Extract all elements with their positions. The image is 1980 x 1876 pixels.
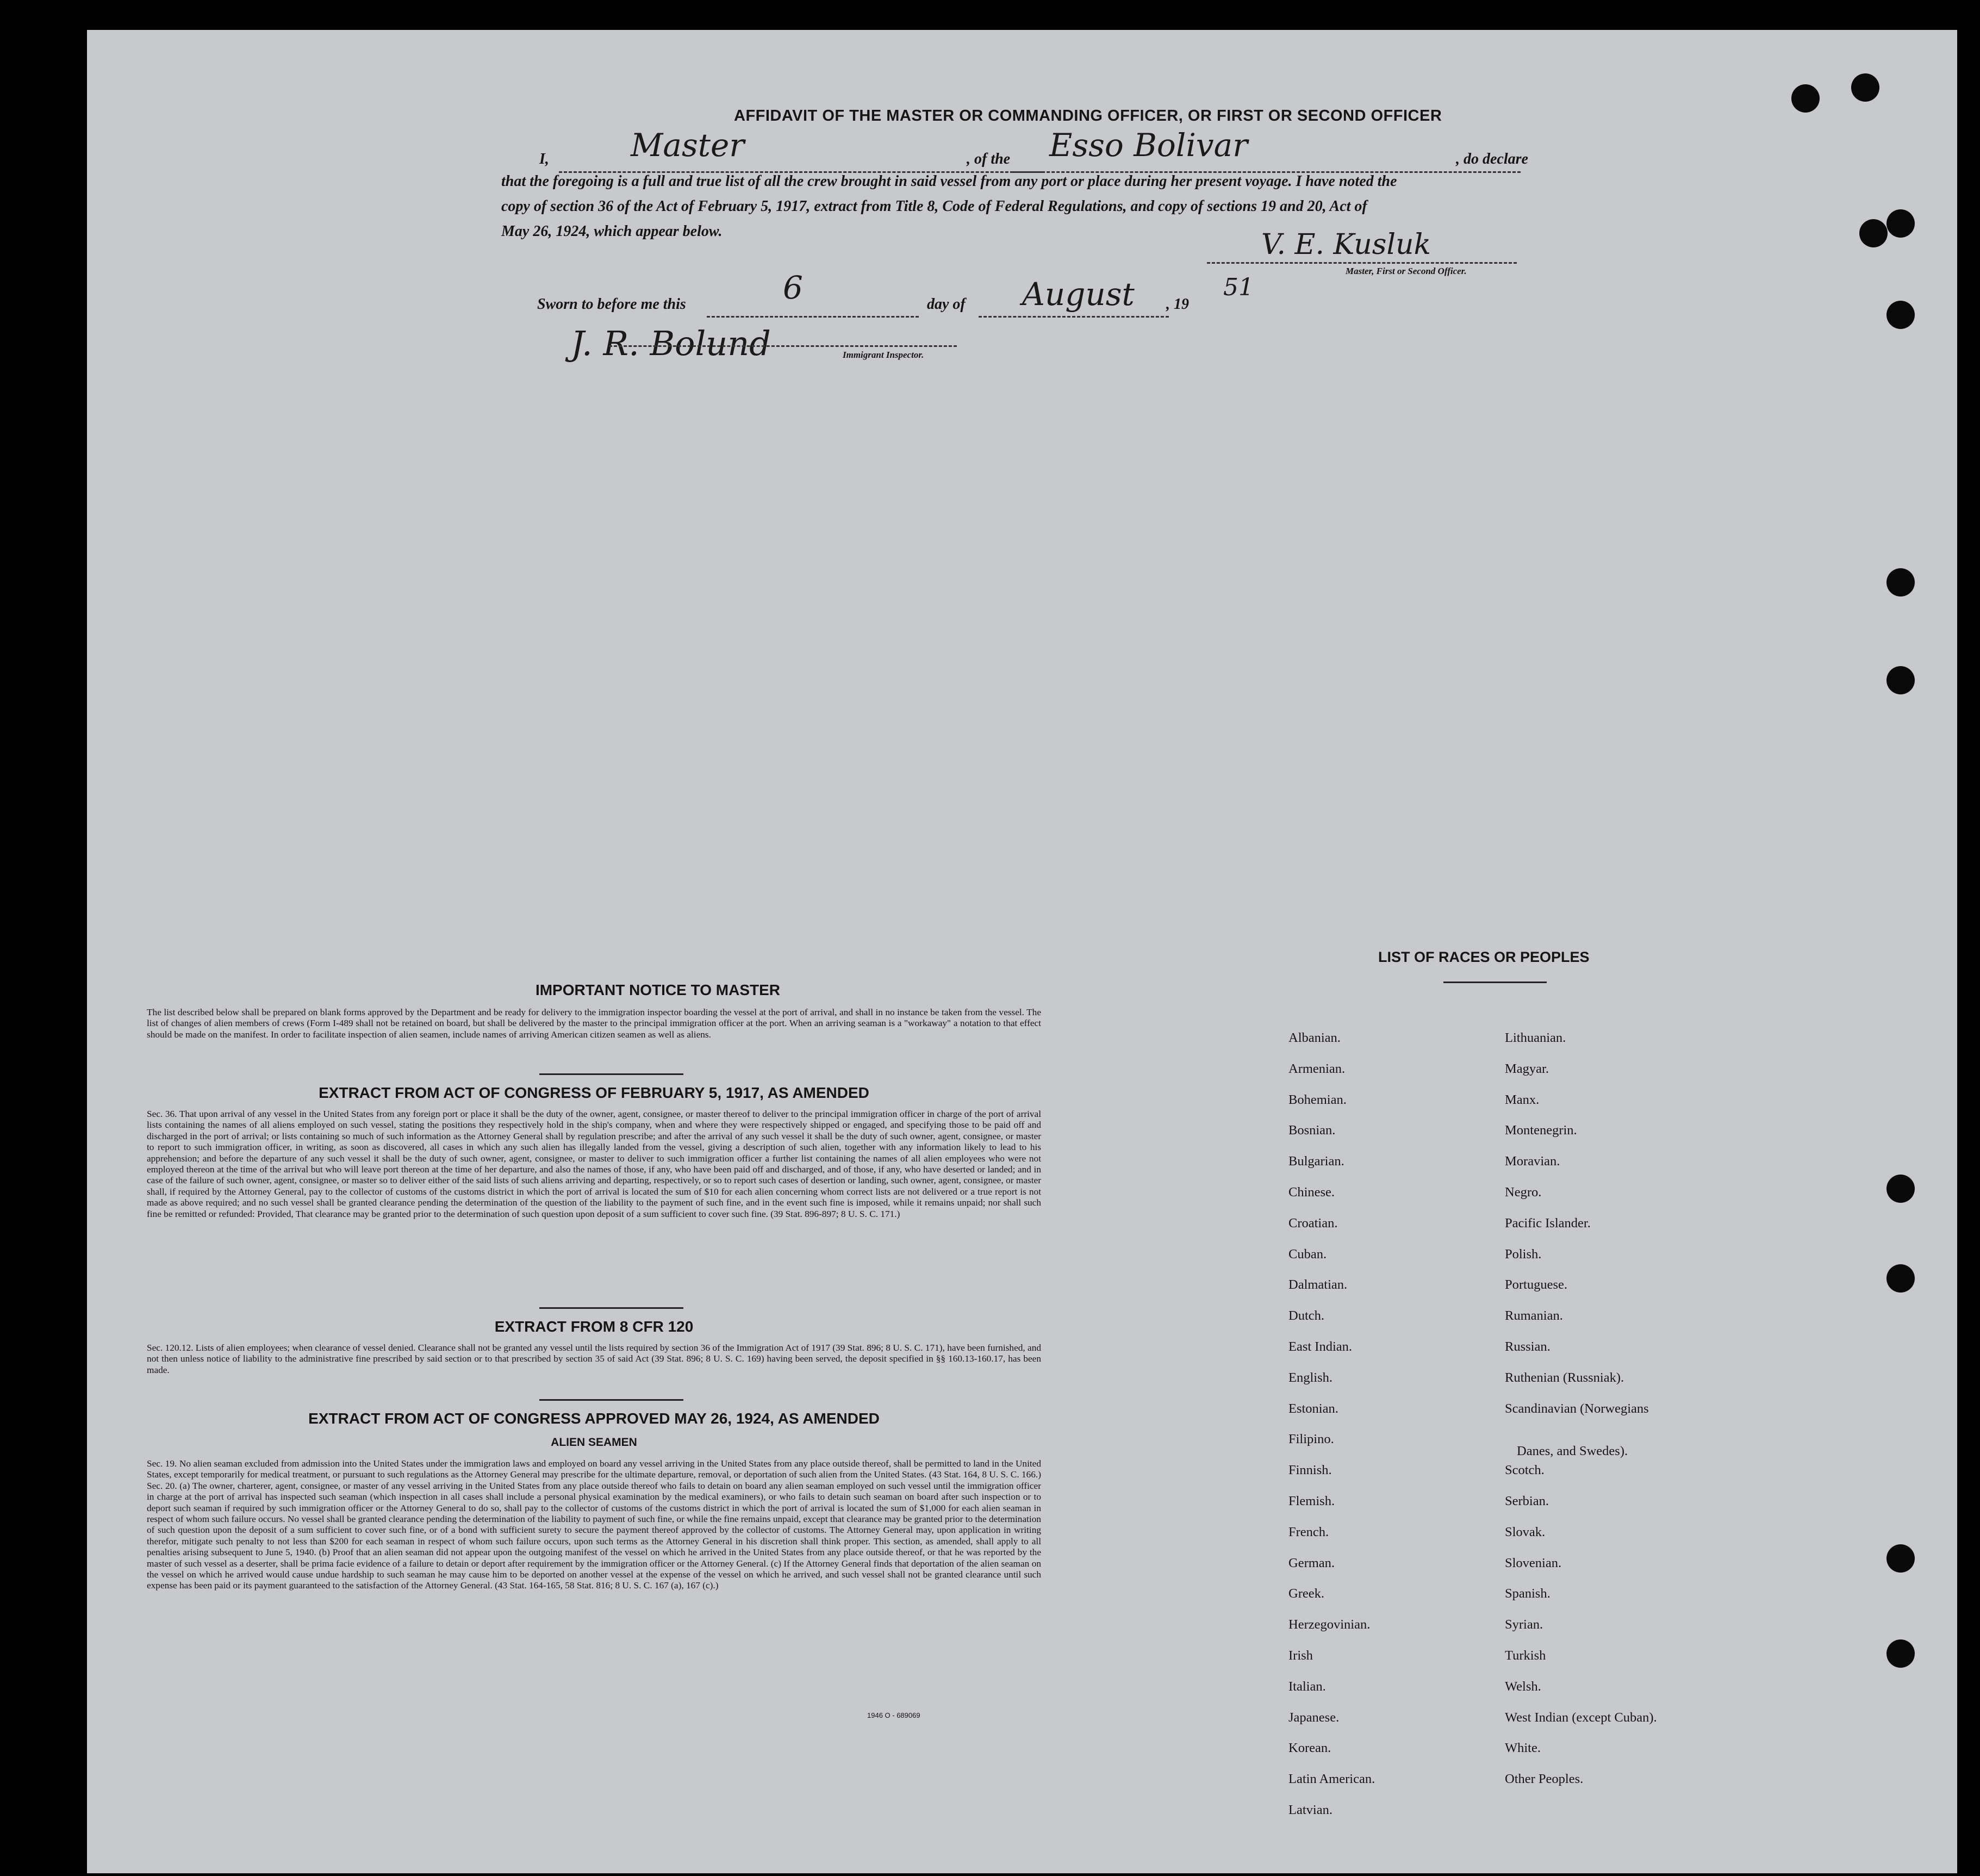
vessel-handwriting: Esso Bolivar	[1049, 127, 1248, 164]
extract-cfr-body: Sec. 120.12. Lists of alien employees; when clearance of vessel denied. Clearance shall not be granted any vessel until the lists required by section 36 of the Immigration Act of 1917 (39 Stat. 896; 8 U. S. C. 171), have been furnished, and not then unless notice of liability to the administrative fine prescribed by said section or to that prescribed by section 35 of said Act (39 Stat. 896; 8 U. S. C. 169) having been served, the deposit specified in §§ 160.13-160.17, has been made.	[147, 1343, 1041, 1375]
race-item: Polish.	[1505, 1246, 1542, 1262]
race-item: Scandinavian (Norwegians	[1505, 1401, 1649, 1416]
race-item: Ruthenian (Russniak).	[1505, 1370, 1624, 1385]
race-item: French.	[1288, 1524, 1329, 1539]
divider-rule	[539, 1073, 683, 1075]
race-item: Bohemian.	[1288, 1092, 1347, 1107]
day-of-label: day of	[927, 296, 966, 313]
race-item: Turkish	[1505, 1648, 1546, 1663]
punch-hole	[1886, 301, 1915, 329]
punch-hole	[1859, 219, 1888, 247]
month-handwriting: August	[1022, 276, 1135, 313]
year-prefix: , 19	[1166, 296, 1189, 313]
divider-rule	[539, 1399, 683, 1401]
officer-signature: V. E. Kusluk	[1261, 228, 1431, 261]
extract-1924-title: EXTRACT FROM ACT OF CONGRESS APPROVED MAY 26, 1924, AS AMENDED	[308, 1410, 880, 1427]
do-declare-label: , do declare	[1456, 151, 1528, 167]
race-item: White.	[1505, 1741, 1541, 1756]
race-item: Russian.	[1505, 1339, 1551, 1354]
race-item: Lithuanian.	[1505, 1030, 1566, 1045]
race-item: Croatian.	[1288, 1215, 1338, 1231]
race-item: Other Peoples.	[1505, 1772, 1584, 1787]
race-item: Syrian.	[1505, 1617, 1543, 1632]
race-item: Cuban.	[1288, 1246, 1327, 1262]
race-item: East Indian.	[1288, 1339, 1353, 1354]
inspector-signature-line	[609, 345, 957, 347]
race-item: Moravian.	[1505, 1154, 1560, 1169]
declaration-line-1: that the foregoing is a full and true list of all the crew brought in said vessel from any port or place during her present voyage. I have noted the	[501, 173, 1397, 190]
race-item: Estonian.	[1288, 1401, 1338, 1416]
race-item: West Indian (except Cuban).	[1505, 1710, 1657, 1725]
race-item: Pacific Islander.	[1505, 1215, 1591, 1231]
notice-body: The list described below shall be prepared on blank forms approved by the Department and be ready for delivery to the immigration inspector boarding the vessel at the port of arrival, and shall in no instance be taken from the vessel. The list of changes of alien members of crews (Form I-489 shall not be retained on board, but shall be delivered by the master to the principal immigration officer at the port. When an arriving seaman is a "workaway" a notation to that effect should be made on the manifest. In order to facilitate inspection of alien seamen, include names of arriving American citizen seamen as well as aliens.	[147, 1007, 1041, 1040]
race-item: Finnish.	[1288, 1463, 1332, 1478]
race-item: Latvian.	[1288, 1803, 1333, 1817]
race-item: Magyar.	[1505, 1061, 1549, 1076]
punch-hole	[1886, 1544, 1915, 1573]
document-page	[87, 30, 1957, 1873]
race-item: Serbian.	[1505, 1494, 1549, 1508]
race-item: Portuguese.	[1505, 1277, 1567, 1293]
day-handwriting: 6	[783, 269, 803, 306]
declaration-line-2: copy of section 36 of the Act of February 5, 1917, extract from Title 8, Code of Federal Regulations, and copy of sections 19 and 20, Act of	[501, 198, 1367, 215]
race-item: Dutch.	[1288, 1308, 1324, 1324]
punch-hole	[1886, 666, 1915, 694]
punch-hole	[1886, 1175, 1915, 1203]
race-item: Welsh.	[1505, 1679, 1541, 1694]
sworn-label: Sworn to before me this	[537, 296, 686, 313]
race-item: Bosnian.	[1288, 1123, 1336, 1138]
race-item: Bulgarian.	[1288, 1154, 1344, 1169]
extract-cfr-title: EXTRACT FROM 8 CFR 120	[494, 1318, 694, 1335]
inspector-caption: Immigrant Inspector.	[843, 350, 924, 360]
day-line	[707, 316, 919, 318]
race-item: Armenian.	[1288, 1061, 1346, 1076]
officer-caption: Master, First or Second Officer.	[1346, 266, 1467, 276]
race-item: Greek.	[1288, 1586, 1324, 1601]
race-item: Slovenian.	[1505, 1555, 1562, 1570]
affidavit-title: AFFIDAVIT OF THE MASTER OR COMMANDING OFFICER, OR FIRST OR SECOND OFFICER	[734, 107, 1442, 125]
divider-rule	[539, 1307, 683, 1309]
race-item: Chinese.	[1288, 1185, 1335, 1200]
race-item: Manx.	[1505, 1092, 1540, 1107]
punch-hole	[1851, 73, 1879, 102]
race-item: Dalmatian.	[1288, 1277, 1348, 1293]
punch-hole	[1886, 1639, 1915, 1668]
month-line	[979, 316, 1169, 318]
race-item: Negro.	[1505, 1185, 1542, 1200]
race-item: Irish	[1288, 1648, 1313, 1663]
race-item: Flemish.	[1288, 1494, 1335, 1508]
races-title: LIST OF RACES OR PEOPLES	[1378, 949, 1590, 965]
extract-1917-title: EXTRACT FROM ACT OF CONGRESS OF FEBRUARY 5, 1917, AS AMENDED	[319, 1084, 869, 1101]
punch-hole	[1791, 84, 1820, 113]
race-item: Danes, and Swedes).	[1517, 1444, 1628, 1459]
race-item: Japanese.	[1288, 1710, 1340, 1725]
of-the-label: , of the	[967, 151, 1011, 167]
race-item: Herzegovinian.	[1288, 1617, 1371, 1632]
inspector-signature: J. R. Bolund	[571, 324, 771, 363]
race-item: Spanish.	[1505, 1586, 1551, 1601]
i-label: I,	[539, 151, 549, 167]
race-item: Italian.	[1288, 1679, 1326, 1694]
punch-hole	[1886, 209, 1915, 238]
master-handwriting: Master	[631, 127, 745, 164]
print-code: 1946 O - 689069	[867, 1711, 920, 1719]
officer-signature-line	[1207, 262, 1517, 264]
extract-1917-body: Sec. 36. That upon arrival of any vessel in the United States from any foreign port or place it shall be the duty of the owner, agent, consignee, or master thereof to deliver to the principal immigration officer in charge of the port of arrival lists containing the names of all aliens employed on such vessel, stating the positions they respectively hold in the ship's company, when and where they were respectively shipped or engaged, and specifying those to be paid off and discharged in the port of arrival; or lists containing so much of such information as the Attorney General shall by regulation prescribe; and after the arrival of any such vessel it shall be the duty of such owner, agent, consignee, or master to report to such immigration officer, in writing, as soon as discovered, all cases in which any such alien has illegally landed from the vessel, giving a description of such alien, together with any information likely to lead to his apprehension; and before the departure of any such vessel it shall be the duty of such owner, agent, consignee, or master to deliver to such immigration officer a further list containing the names of all alien employees who were not employed thereon at the time of the arrival but who will leave port thereon at the time of her departure, and also the names of those, if any, who have been paid off and discharged, and of those, if any, who have deserted or landed; and in case of the failure of such owner, agent, consignee, or master so to deliver either of the said lists of such aliens arriving and departing, respectively, or so to report such cases of desertion or landing, such owner, agent, consignee, or master shall, if required by the Attorney General, pay to the collector of customs of the customs district in which the port of arrival is located the sum of $10 for each alien concerning whom correct lists are not delivered or a true report is not made as above required; and no such vessel shall be granted clearance pending the determination of the question of the liability to the payment of such fine, and in the event such fine is imposed, while it remains unpaid; nor shall such fine be remitted or refunded: Provided, That clearance may be granted prior to the determination of such question upon deposit of a sum sufficient to cover such fine. (39 Stat. 896-897; 8 U. S. C. 171.)	[147, 1109, 1041, 1219]
punch-hole	[1886, 568, 1915, 597]
race-item: Slovak.	[1505, 1524, 1546, 1539]
race-item: Albanian.	[1288, 1030, 1341, 1045]
year-handwriting: 51	[1223, 274, 1254, 301]
declaration-line-3: May 26, 1924, which appear below.	[501, 223, 723, 240]
race-item: Scotch.	[1505, 1463, 1545, 1478]
race-item: Filipino.	[1288, 1432, 1334, 1447]
race-item: Rumanian.	[1505, 1308, 1563, 1324]
race-item: English.	[1288, 1370, 1333, 1385]
race-item: Montenegrin.	[1505, 1123, 1577, 1138]
races-title-rule	[1443, 982, 1547, 983]
punch-hole	[1886, 1264, 1915, 1293]
race-item: Korean.	[1288, 1741, 1331, 1756]
extract-1924-subtitle: ALIEN SEAMEN	[551, 1436, 637, 1449]
race-item: Latin American.	[1288, 1772, 1375, 1787]
extract-1924-body: Sec. 19. No alien seaman excluded from admission into the United States under the immigration laws and employed on board any vessel arriving in the United States from any place outside thereof, shall be permitted to land in the United States, except temporarily for medical treatment, or pursuant to such regulations as the Attorney General may prescribe for the ultimate departure, removal, or deportation of such alien from the United States. (43 Stat. 164, 8 U. S. C. 166.) Sec. 20. (a) The owner, charterer, agent, consignee, or master of any vessel arriving in the United States from any place outside thereof who fails to detain on board any alien seaman employed on such vessel until the immigration officer in charge at the port of arrival has inspected such seaman (which inspection in all cases shall include a personal physical examination by the medical examiners), or who fails to detain such seaman on board after such inspection or to deport such seaman if required by such immigration officer or the Attorney General to do so, shall pay to the collector of customs of the customs district in which the port of arrival is located the sum of $1,000 for each alien seaman in respect of whom such failure occurs. No vessel shall be granted clearance pending the determination of the liability to payment of such fine, or while the fine remains unpaid, except that clearance may be granted prior to the determination of such question upon the deposit of a sum sufficient to cover such fine, or of a bond with sufficient surety to secure the payment thereof approved by the collector of customs. The Attorney General may, upon application in writing therefor, mitigate such penalty to not less than $200 for each seaman in respect of whom such failure occurs, upon such terms as the Attorney General in his discretion shall think proper. This section, as amended, shall apply to all penalties arising subsequent to June 5, 1940. (b) Proof that an alien seaman did not appear upon the outgoing manifest of the vessel on which he arrived in the United States from any place outside thereof, or that he was reported by the master of such vessel as a deserter, shall be prima facie evidence of a failure to detain or deport after requirement by the immigration officer or the Attorney General. (c) If the Attorney General finds that deportation of the alien seaman on the vessel on which he arrived would cause undue hardship to such seaman he may cause him to be deported on another vessel at the expense of the vessel on which he arrived, and such vessel shall not be granted clearance until such expense has been paid or its payment guaranteed to the satisfaction of the Attorney General. (43 Stat. 164-165, 58 Stat. 816; 8 U. S. C. 167 (a), 167 (c).)	[147, 1458, 1041, 1591]
race-item: German.	[1288, 1555, 1335, 1570]
notice-title: IMPORTANT NOTICE TO MASTER	[535, 982, 781, 998]
